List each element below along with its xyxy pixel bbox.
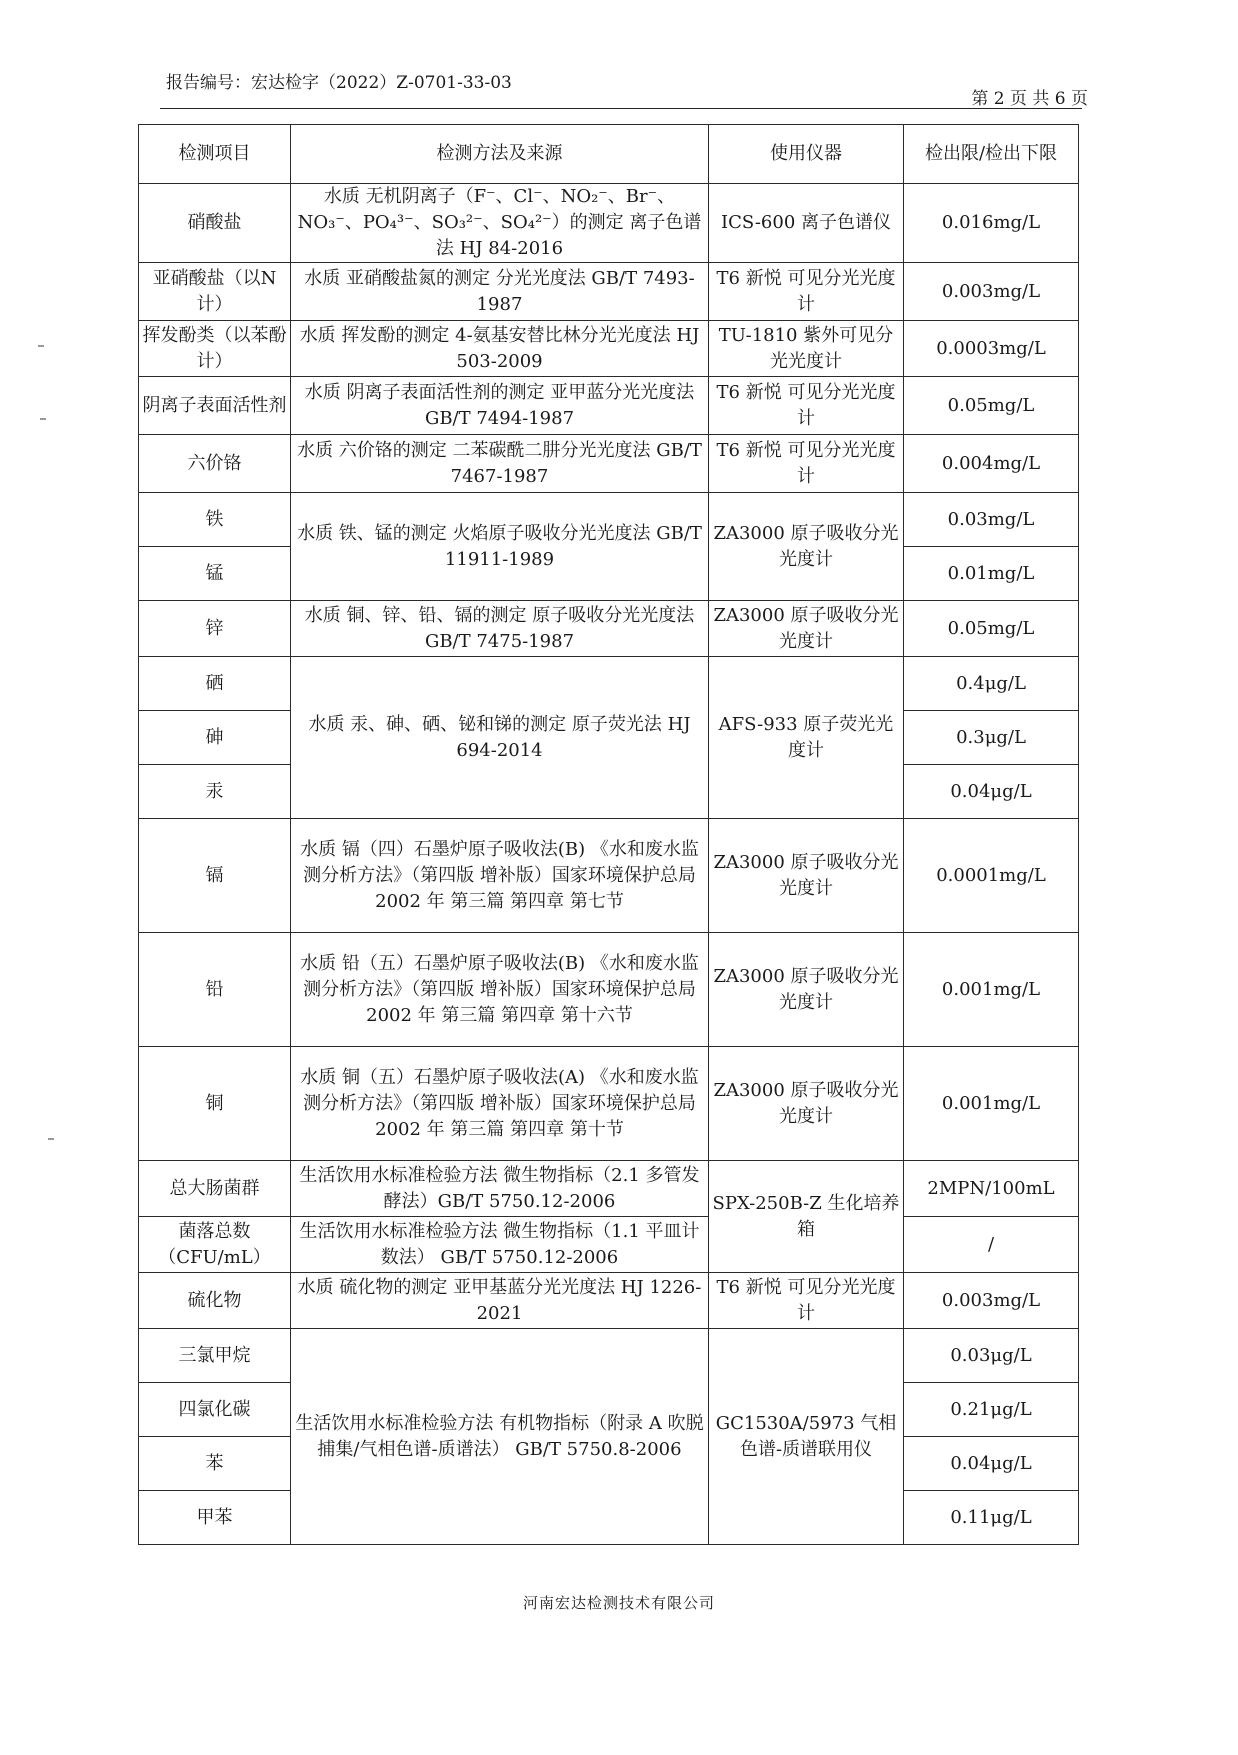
header-rule	[160, 108, 1082, 109]
limit-cell: 0.003mg/L	[904, 1273, 1079, 1329]
item-cell: 六价铬	[139, 435, 291, 493]
item-cell: 三氯甲烷	[139, 1329, 291, 1383]
method-cell: 水质 铅（五）石墨炉原子吸收法(B) 《水和废水监测分析方法》（第四版 增补版）国家环境保护总局 2002 年 第三篇 第四章 第十六节	[291, 933, 709, 1047]
item-cell: 甲苯	[139, 1491, 291, 1545]
header-limit: 检出限/检出下限	[904, 125, 1079, 184]
method-cell: 生活饮用水标准检验方法 微生物指标（1.1 平皿计数法） GB/T 5750.12-2006	[291, 1217, 709, 1273]
limit-cell: 0.11μg/L	[904, 1491, 1079, 1545]
instrument-cell: T6 新悦 可见分光光度计	[709, 263, 904, 321]
instrument-cell: AFS-933 原子荧光光度计	[709, 657, 904, 819]
table-row	[139, 1161, 1079, 1217]
item-cell: 硝酸盐	[139, 184, 291, 263]
limit-cell: 0.01mg/L	[904, 547, 1079, 601]
limit-cell: 0.003mg/L	[904, 263, 1079, 321]
method-cell: 水质 铜（五）石墨炉原子吸收法(A) 《水和废水监测分析方法》（第四版 增补版）国家环境保护总局 2002 年 第三篇 第四章 第十节	[291, 1047, 709, 1161]
limit-cell: 2MPN/100mL	[904, 1161, 1079, 1217]
limit-cell: 0.3μg/L	[904, 711, 1079, 765]
method-cell: 水质 汞、砷、硒、铋和锑的测定 原子荧光法 HJ 694-2014	[291, 657, 709, 819]
item-cell: 亚硝酸盐（以N计）	[139, 263, 291, 321]
instrument-cell: TU-1810 紫外可见分光光度计	[709, 321, 904, 377]
table-row	[139, 377, 1079, 435]
item-cell: 铁	[139, 493, 291, 547]
method-cell: 生活饮用水标准检验方法 微生物指标（2.1 多管发酵法）GB/T 5750.12-2006	[291, 1161, 709, 1217]
method-cell: 水质 铜、锌、铅、镉的测定 原子吸收分光光度法 GB/T 7475-1987	[291, 601, 709, 657]
item-cell: 菌落总数（CFU/mL）	[139, 1217, 291, 1273]
limit-cell: 0.004mg/L	[904, 435, 1079, 493]
limit-cell: 0.05mg/L	[904, 377, 1079, 435]
header-item: 检测项目	[139, 125, 291, 184]
limit-cell: 0.05mg/L	[904, 601, 1079, 657]
table-row	[139, 601, 1079, 657]
instrument-cell: ICS-600 离子色谱仪	[709, 184, 904, 263]
company-footer: 河南宏达检测技术有限公司	[522, 1594, 715, 1612]
method-cell: 水质 无机阴离子（F⁻、Cl⁻、NO₂⁻、Br⁻、NO₃⁻、PO₄³⁻、SO₃²⁻、SO₄²⁻）的测定 离子色谱法 HJ 84-2016	[291, 184, 709, 263]
item-cell: 四氯化碳	[139, 1383, 291, 1437]
instrument-cell: GC1530A/5973 气相色谱-质谱联用仪	[709, 1329, 904, 1545]
item-cell: 铅	[139, 933, 291, 1047]
table-row	[139, 1329, 1079, 1383]
instrument-cell: ZA3000 原子吸收分光光度计	[709, 933, 904, 1047]
limit-cell: 0.0001mg/L	[904, 819, 1079, 933]
item-cell: 锌	[139, 601, 291, 657]
instrument-cell: ZA3000 原子吸收分光光度计	[709, 493, 904, 601]
item-cell: 砷	[139, 711, 291, 765]
method-cell: 水质 镉（四）石墨炉原子吸收法(B) 《水和废水监测分析方法》（第四版 增补版）国家环境保护总局 2002 年 第三篇 第四章 第七节	[291, 819, 709, 933]
limit-cell: 0.03mg/L	[904, 493, 1079, 547]
table-row	[139, 819, 1079, 933]
limit-cell: 0.001mg/L	[904, 1047, 1079, 1161]
scan-speck	[48, 1138, 54, 1140]
instrument-cell: ZA3000 原子吸收分光光度计	[709, 819, 904, 933]
method-cell: 水质 六价铬的测定 二苯碳酰二肼分光光度法 GB/T 7467-1987	[291, 435, 709, 493]
limit-cell: 0.04μg/L	[904, 1437, 1079, 1491]
scan-speck	[40, 418, 46, 420]
limit-cell: 0.016mg/L	[904, 184, 1079, 263]
item-cell: 总大肠菌群	[139, 1161, 291, 1217]
table-row	[139, 933, 1079, 1047]
table-row	[139, 1047, 1079, 1161]
table-row	[139, 1273, 1079, 1329]
table-row	[139, 184, 1079, 263]
table-header-row	[139, 125, 1079, 184]
item-cell: 硫化物	[139, 1273, 291, 1329]
limit-cell: 0.4μg/L	[904, 657, 1079, 711]
header-instrument: 使用仪器	[709, 125, 904, 184]
method-cell: 生活饮用水标准检验方法 有机物指标（附录 A 吹脱捕集/气相色谱-质谱法） GB/T 5750.8-2006	[291, 1329, 709, 1545]
instrument-cell: ZA3000 原子吸收分光光度计	[709, 601, 904, 657]
method-cell: 水质 阴离子表面活性剂的测定 亚甲蓝分光光度法 GB/T 7494-1987	[291, 377, 709, 435]
limit-cell: 0.04μg/L	[904, 765, 1079, 819]
method-cell: 水质 铁、锰的测定 火焰原子吸收分光光度法 GB/T 11911-1989	[291, 493, 709, 601]
instrument-cell: T6 新悦 可见分光光度计	[709, 1273, 904, 1329]
scan-speck	[38, 345, 44, 347]
table-row	[139, 493, 1079, 547]
limit-cell: 0.21μg/L	[904, 1383, 1079, 1437]
method-cell: 水质 挥发酚的测定 4-氨基安替比林分光光度法 HJ 503-2009	[291, 321, 709, 377]
item-cell: 铜	[139, 1047, 291, 1161]
instrument-cell: T6 新悦 可见分光光度计	[709, 435, 904, 493]
table-row	[139, 263, 1079, 321]
item-cell: 苯	[139, 1437, 291, 1491]
item-cell: 镉	[139, 819, 291, 933]
item-cell: 阴离子表面活性剂	[139, 377, 291, 435]
limit-cell: 0.03μg/L	[904, 1329, 1079, 1383]
page-indicator: 第 2 页 共 6 页	[971, 89, 1088, 109]
test-methods-table	[138, 124, 1079, 1545]
instrument-cell: T6 新悦 可见分光光度计	[709, 377, 904, 435]
table-row	[139, 657, 1079, 711]
instrument-cell: SPX-250B-Z 生化培养箱	[709, 1161, 904, 1273]
limit-cell: 0.0003mg/L	[904, 321, 1079, 377]
instrument-cell: ZA3000 原子吸收分光光度计	[709, 1047, 904, 1161]
item-cell: 汞	[139, 765, 291, 819]
method-cell: 水质 硫化物的测定 亚甲基蓝分光光度法 HJ 1226-2021	[291, 1273, 709, 1329]
table-row	[139, 321, 1079, 377]
table-row	[139, 1217, 1079, 1273]
item-cell: 锰	[139, 547, 291, 601]
item-cell: 挥发酚类（以苯酚计）	[139, 321, 291, 377]
limit-cell: /	[904, 1217, 1079, 1273]
report-number: 报告编号：宏达检字（2022）Z-0701-33-03	[166, 73, 512, 93]
limit-cell: 0.001mg/L	[904, 933, 1079, 1047]
header-method: 检测方法及来源	[291, 125, 709, 184]
table-row	[139, 435, 1079, 493]
method-cell: 水质 亚硝酸盐氮的测定 分光光度法 GB/T 7493-1987	[291, 263, 709, 321]
item-cell: 硒	[139, 657, 291, 711]
